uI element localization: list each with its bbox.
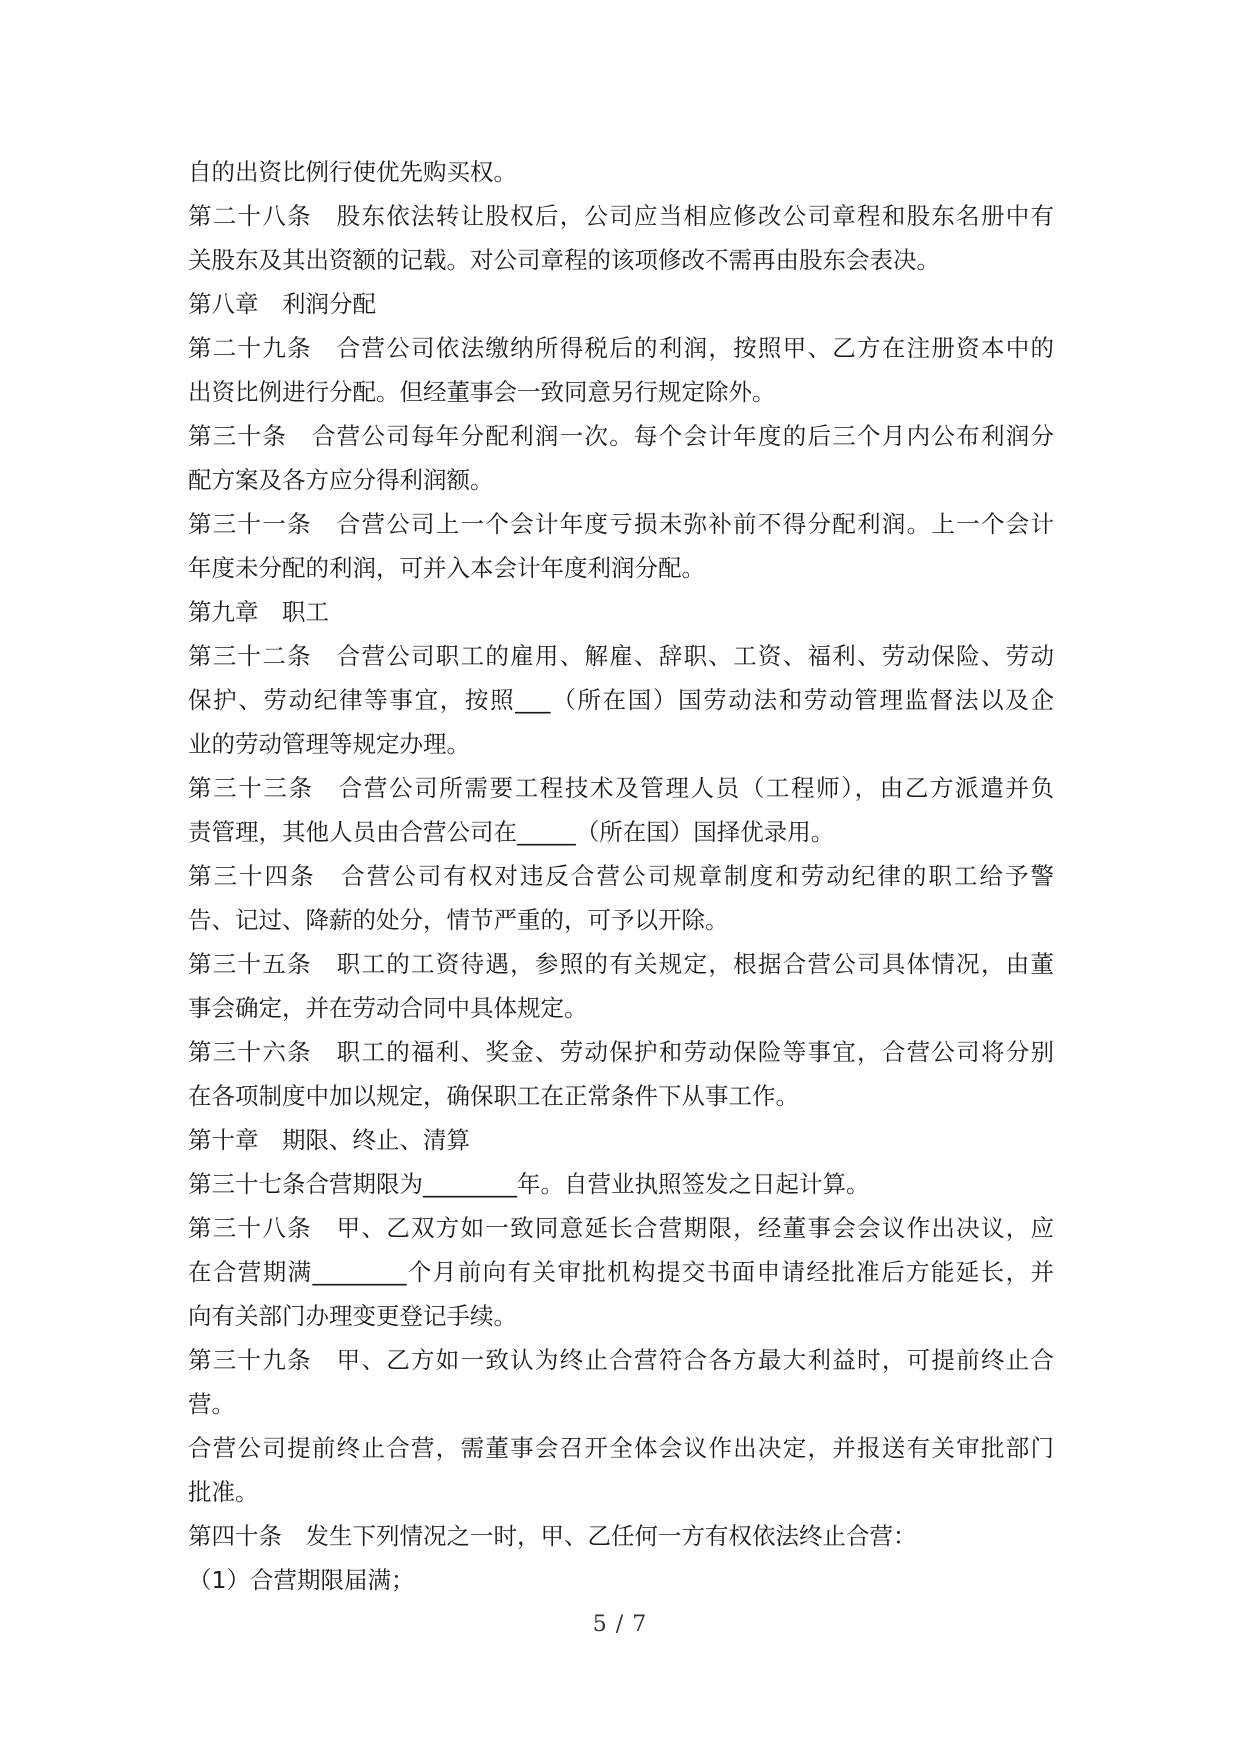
text-line: 批准。 — [188, 1478, 259, 1506]
text-line: 第三十二条 合营公司职工的雇用、解雇、辞职、工资、福利、劳动保险、劳动 — [188, 642, 1054, 670]
text-line: 配方案及各方应分得利润额。 — [188, 466, 494, 494]
text-line: 第三十五条 职工的工资待遇，参照的有关规定，根据合营公司具体情况，由董 — [188, 950, 1054, 978]
document-body — [188, 150, 1054, 1602]
text-line: 第三十九条 甲、乙方如一致认为终止合营符合各方最大利益时，可提前终止合 — [188, 1346, 1054, 1374]
list-item: （1）合营期限届满； — [188, 1566, 415, 1594]
text-line: 第三十七条合营期限为________年。自营业执照签发之日起计算。 — [188, 1170, 870, 1198]
text-line: 在合营期满________个月前向有关审批机构提交书面申请经批准后方能延长，并 — [188, 1258, 1054, 1286]
text-line: 第三十六条 职工的福利、奖金、劳动保护和劳动保险等事宜，合营公司将分别 — [188, 1038, 1054, 1066]
text-line: 第三十一条 合营公司上一个会计年度亏损未弥补前不得分配利润。上一个会计 — [188, 510, 1054, 538]
text-line: 第三十三条 合营公司所需要工程技术及管理人员（工程师），由乙方派遣并负 — [188, 774, 1054, 802]
text-line: 第四十条 发生下列情况之一时，甲、乙任何一方有权依法终止合营： — [188, 1522, 917, 1550]
text-line: 事会确定，并在劳动合同中具体规定。 — [188, 994, 588, 1022]
text-line: 第三十条 合营公司每年分配利润一次。每个会计年度的后三个月内公布利润分 — [188, 422, 1054, 450]
text-line: 业的劳动管理等规定办理。 — [188, 730, 470, 758]
chapter-heading: 第八章 利润分配 — [188, 290, 376, 318]
text-line: 关股东及其出资额的记载。对公司章程的该项修改不需再由股东会表决。 — [188, 246, 940, 274]
text-line: 第二十九条 合营公司依法缴纳所得税后的利润，按照甲、乙方在注册资本中的 — [188, 334, 1054, 362]
text-line: 保护、劳动纪律等事宜，按照___（所在国）国劳动法和劳动管理监督法以及企 — [188, 686, 1054, 714]
text-line: 出资比例进行分配。但经董事会一致同意另行规定除外。 — [188, 378, 776, 406]
text-line: 第三十八条 甲、乙双方如一致同意延长合营期限，经董事会会议作出决议，应 — [188, 1214, 1054, 1242]
text-line: 自的出资比例行使优先购买权。 — [188, 158, 517, 186]
text-line: 第二十八条 股东依法转让股权后，公司应当相应修改公司章程和股东名册中有 — [188, 202, 1054, 230]
chapter-heading: 第九章 职工 — [188, 598, 329, 626]
text-line: 合营公司提前终止合营，需董事会召开全体会议作出决定，并报送有关审批部门 — [188, 1434, 1054, 1462]
text-line: 向有关部门办理变更登记手续。 — [188, 1302, 517, 1330]
text-line: 责管理，其他人员由合营公司在_____（所在国）国择优录用。 — [188, 818, 835, 846]
text-line: 营。 — [188, 1390, 235, 1418]
text-line: 告、记过、降薪的处分，情节严重的，可予以开除。 — [188, 906, 729, 934]
text-line: 在各项制度中加以规定，确保职工在正常条件下从事工作。 — [188, 1082, 799, 1110]
page-number: 5 / 7 — [592, 1612, 648, 1637]
text-line: 年度未分配的利润，可并入本会计年度利润分配。 — [188, 554, 705, 582]
text-line: 第三十四条 合营公司有权对违反合营公司规章制度和劳动纪律的职工给予警 — [188, 862, 1054, 890]
chapter-heading: 第十章 期限、终止、清算 — [188, 1126, 470, 1154]
